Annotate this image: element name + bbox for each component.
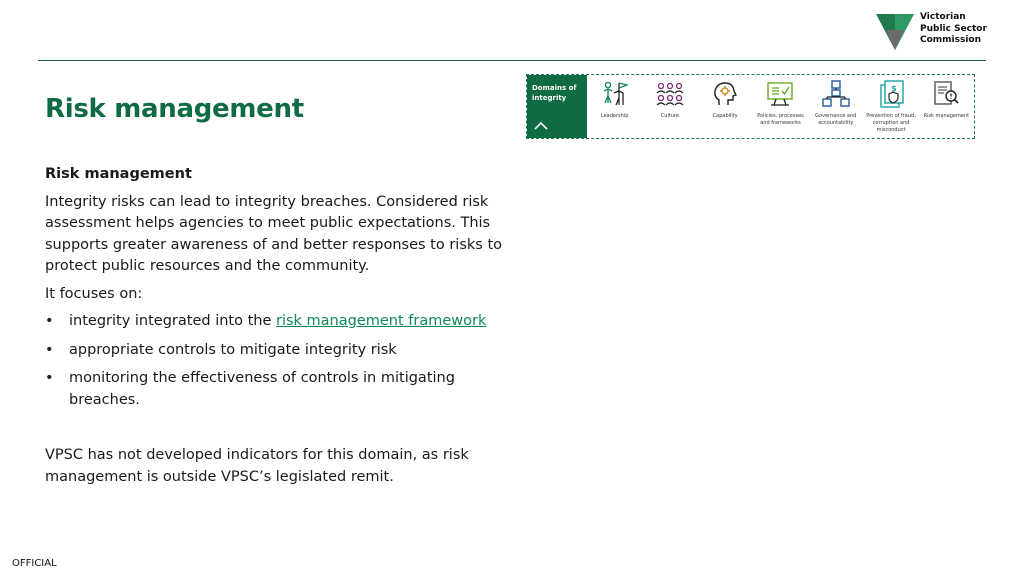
domain-risk-management[interactable]: [920, 79, 972, 138]
logo-line: Public Sector: [920, 23, 987, 34]
domain-label: Governance and accountability: [815, 113, 857, 126]
domain-list: [587, 75, 974, 138]
list-item: • appropriate controls to mitigate integrity risk: [45, 340, 505, 362]
domain-label: Culture: [660, 113, 680, 119]
logo-line: Commission: [920, 35, 982, 45]
content-body: [45, 164, 505, 494]
header-divider: [38, 60, 986, 61]
intro-paragraph: Integrity risks can lead to integrity breaches. Considered risk assessment helps agencies to meet public expectations. This supports greater awareness of and better responses to risks to protect public resources and the community.: [45, 193, 502, 274]
domain-label: Leadership: [600, 113, 629, 119]
prevention-icon: [876, 79, 906, 109]
focus-lead: It focuses on:: [45, 285, 143, 302]
remit-note: VPSC has not developed indicators for this domain, as risk management is outside VPSC’s legislated remit.: [45, 447, 469, 485]
domains-tab-label: integrity: [532, 94, 567, 102]
domain-label: Policies, processes and frameworks: [757, 113, 804, 126]
svg-text:$: $: [891, 84, 897, 93]
domain-label: Prevention of fraud, corruption and misconduct: [866, 113, 916, 133]
domains-tab[interactable]: [527, 75, 587, 138]
domain-culture[interactable]: [644, 79, 696, 138]
culture-icon: [655, 79, 685, 109]
chevron-up-icon[interactable]: [534, 120, 548, 130]
policies-icon: [765, 79, 795, 109]
vpsc-logo-icon: [876, 12, 914, 52]
domains-tab-label: Domains of: [532, 84, 577, 92]
list-item: • monitoring the effectiveness of controls in mitigating breaches.: [45, 368, 505, 411]
list-item: [45, 311, 505, 333]
domains-panel: [526, 74, 975, 139]
governance-icon: [821, 79, 851, 109]
logo-text: [920, 12, 987, 47]
page-title: Risk management: [45, 94, 304, 124]
domain-prevention[interactable]: [865, 79, 917, 138]
section-subheading: Risk management: [45, 166, 192, 182]
leadership-icon: [600, 79, 630, 109]
logo-line: Victorian: [920, 12, 966, 22]
risk-management-framework-link[interactable]: risk management framework: [275, 313, 487, 329]
domain-governance[interactable]: [810, 79, 862, 138]
bullet-text: integrity integrated into the: [69, 313, 276, 329]
risk-management-icon: [931, 79, 961, 109]
domain-label: Risk management: [923, 113, 970, 119]
focus-list: [45, 311, 505, 411]
domain-label: Capability: [712, 113, 738, 119]
classification-label: OFFICIAL: [12, 558, 57, 569]
capability-icon: [710, 79, 740, 109]
domain-leadership[interactable]: [589, 79, 641, 138]
vpsc-logo: [876, 12, 987, 52]
domain-capability[interactable]: [699, 79, 751, 138]
domain-policies[interactable]: [754, 79, 806, 138]
